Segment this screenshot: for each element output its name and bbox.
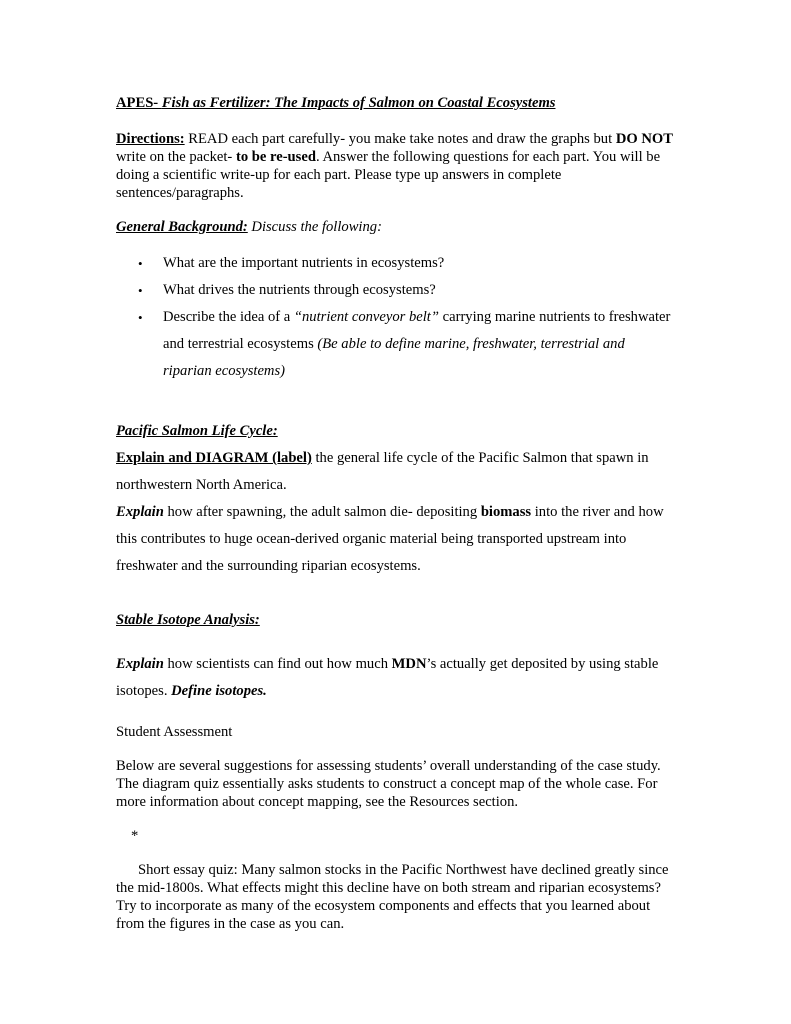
list-item: • What drives the nutrients through ecosystems?	[116, 277, 676, 304]
list-item: • Describe the idea of a “nutrient conveyor belt” carrying marine nutrients to freshwater and terrestrial ecosystems (Be able to define marine, freshwater, terrestrial and riparian ecosystems)	[116, 304, 676, 385]
assessment-heading: Student Assessment	[116, 724, 233, 740]
document-page	[116, 94, 676, 933]
essay-quiz-paragraph: Short essay quiz: Many salmon stocks in the Pacific Northwest have declined greatly since the mid-1800s. What effects might this decline have on both stream and riparian ecosystems? Try to incorporate as many of the ecosystem components and effects that you learned about from the figures in the case as you can.	[116, 862, 669, 932]
assessment-paragraph: Below are several suggestions for assessing students’ overall understanding of the case study. The diagram quiz essentially asks students to construct a concept map of the whole case. For more information about concept mapping, see the Resources section.	[116, 758, 661, 810]
directions-label: Directions:	[116, 131, 185, 147]
asterisk-marker: *	[131, 828, 139, 844]
life-cycle-paragraph-1: Explain and DIAGRAM (label) the general life cycle of the Pacific Salmon that spawn in northwestern North America.	[116, 450, 649, 493]
document-title: APES- Fish as Fertilizer: The Impacts of Salmon on Coastal Ecosystems	[116, 95, 556, 111]
bullet-icon: •	[138, 283, 143, 298]
directions-paragraph: Directions: READ each part carefully- you make take notes and draw the graphs but DO NOT write on the packet- to be re-used. Answer the following questions for each part. You will be doing a scientific write-up for each part. Please type up answers in complete sentences/paragraphs.	[116, 131, 673, 201]
list-item: • What are the important nutrients in ecosystems?	[116, 250, 676, 277]
life-cycle-heading: Pacific Salmon Life Cycle:	[116, 423, 278, 439]
general-background-heading: General Background: Discuss the following:	[116, 219, 382, 235]
life-cycle-paragraph-2: Explain how after spawning, the adult salmon die- depositing biomass into the river and how this contributes to huge ocean-derived organic material being transported upstream into freshwater and the surrounding riparian ecosystems.	[116, 504, 664, 574]
isotope-paragraph: Explain how scientists can find out how much MDN’s actually get deposited by using stable isotopes. Define isotopes.	[116, 656, 659, 699]
bullet-icon: •	[138, 310, 143, 325]
isotope-heading: Stable Isotope Analysis:	[116, 612, 260, 628]
background-questions-list	[116, 250, 676, 385]
bullet-icon: •	[138, 256, 143, 271]
